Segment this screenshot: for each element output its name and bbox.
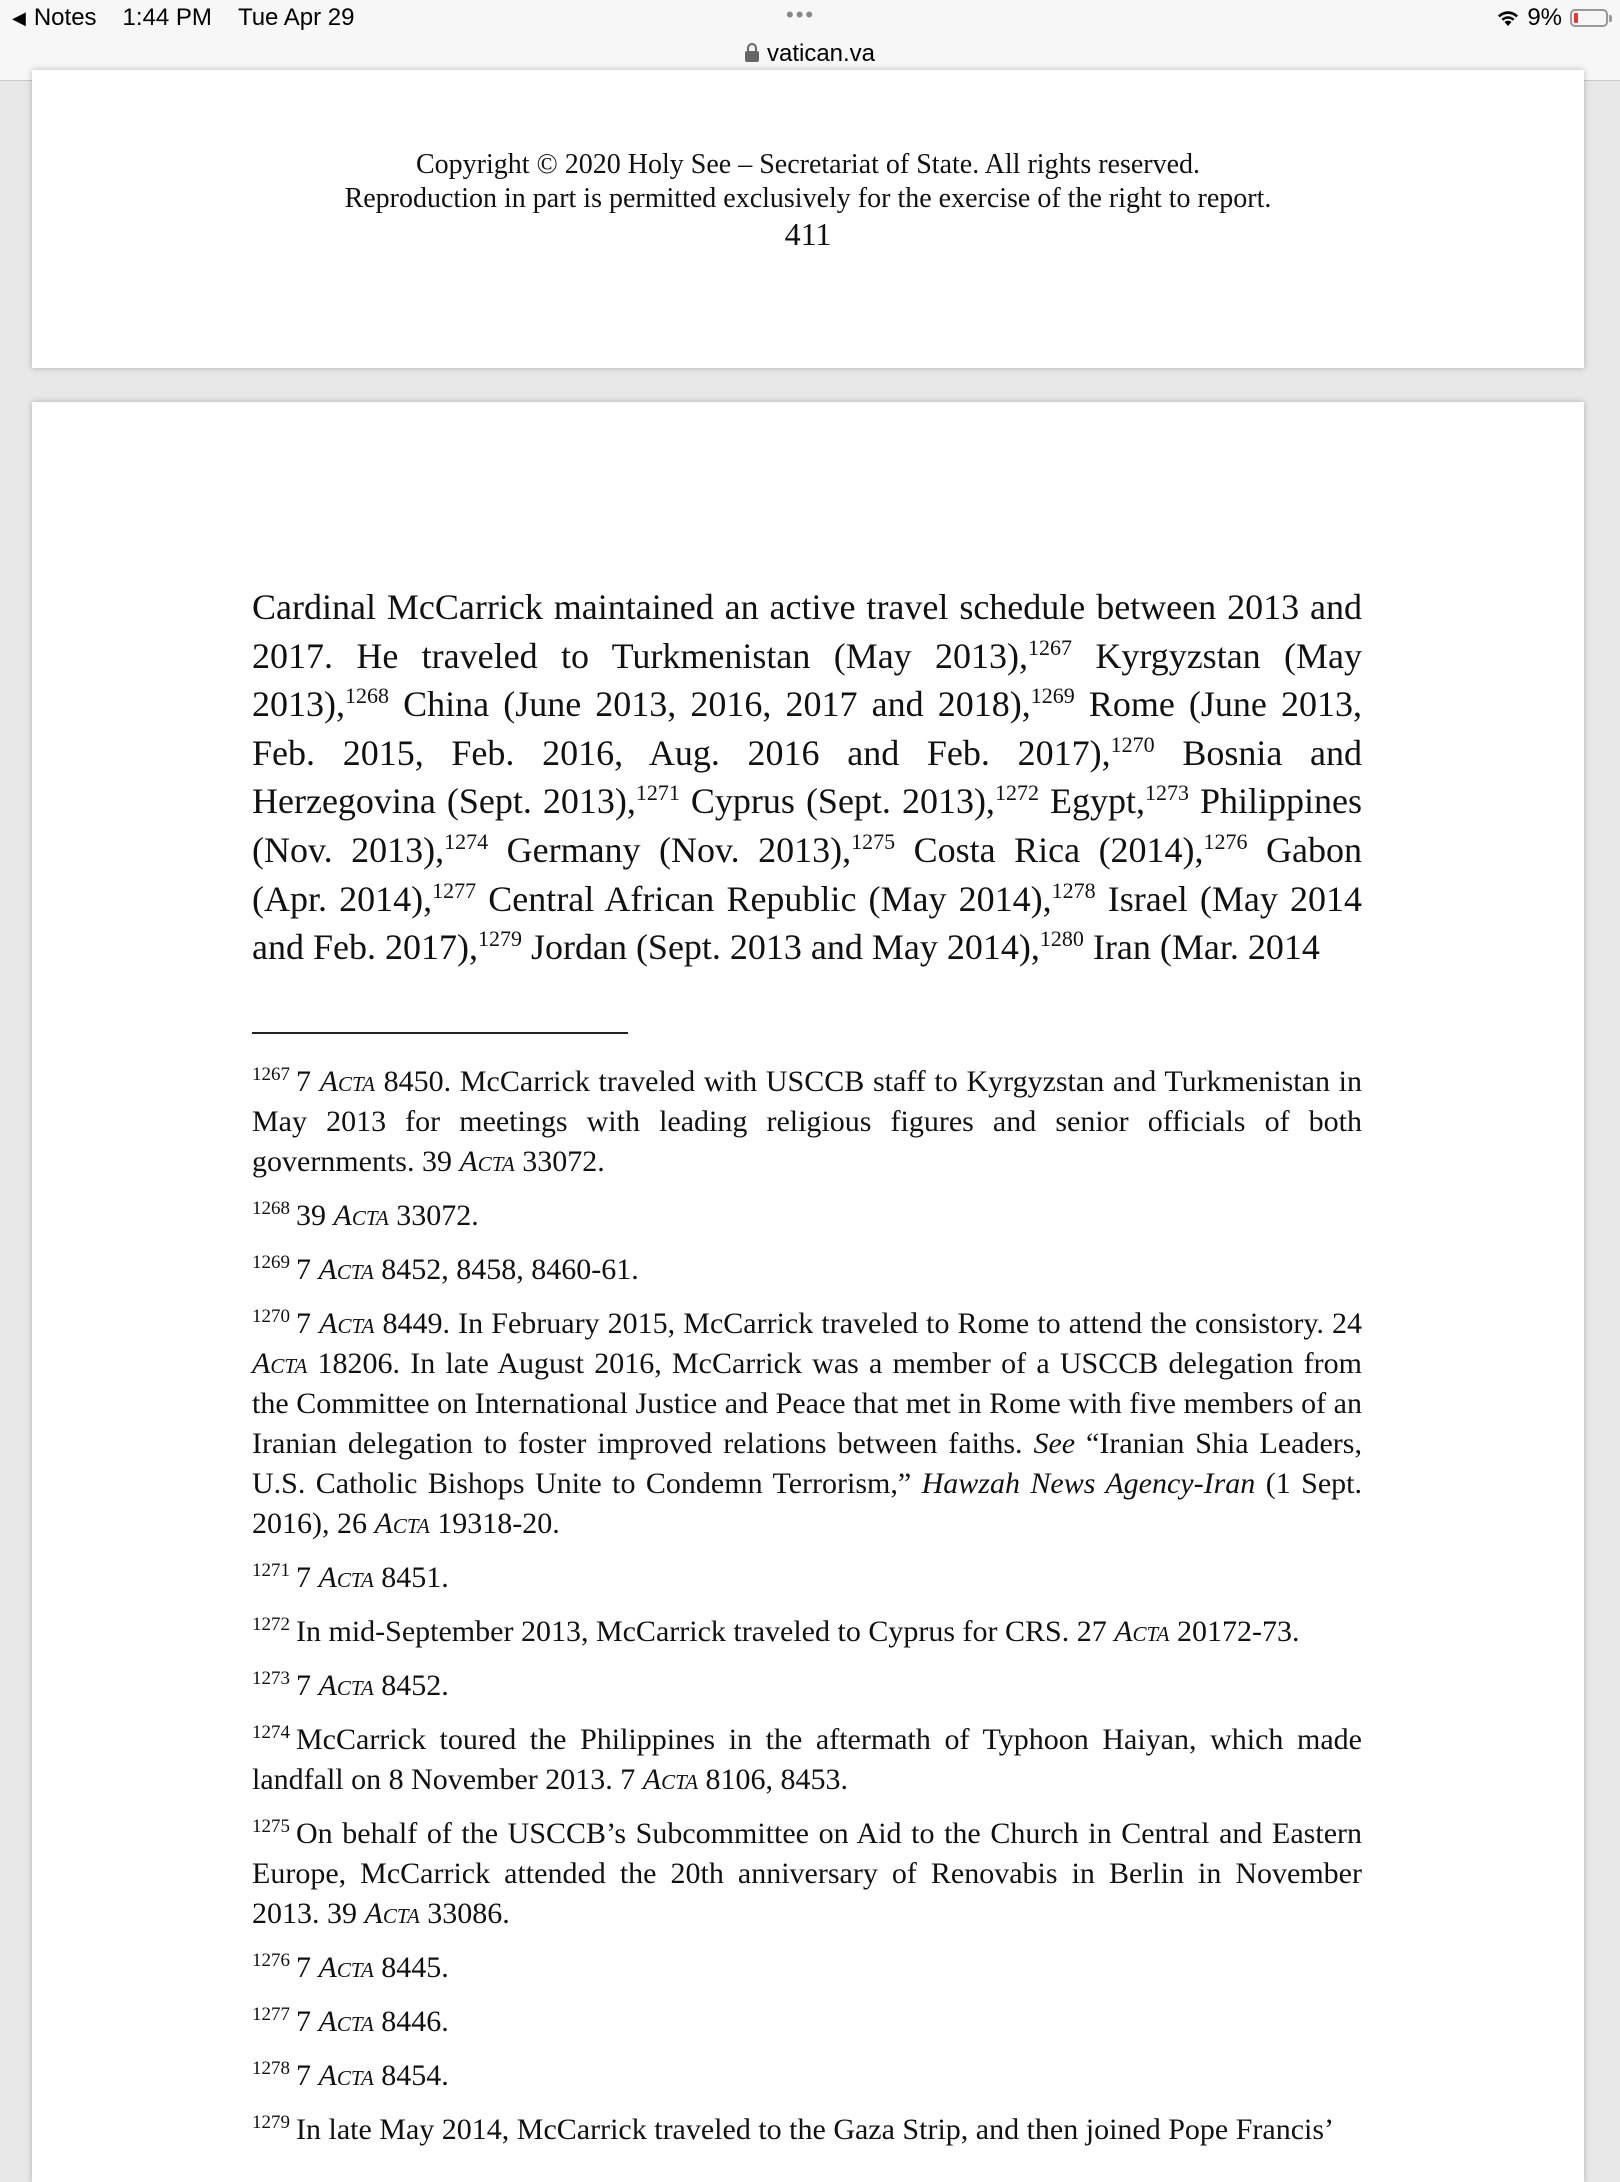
more-dots-icon[interactable]: ••• xyxy=(786,2,816,27)
footnote-ref[interactable]: 1269 xyxy=(1030,683,1075,709)
footnote-ref[interactable]: 1270 xyxy=(1110,731,1155,757)
battery-percent: 9% xyxy=(1527,4,1562,31)
footnotes xyxy=(252,1062,1362,2164)
url-text: vatican.va xyxy=(766,40,876,67)
pdf-page-412 xyxy=(32,402,1584,2182)
pdf-page-411 xyxy=(32,70,1584,368)
footnote-1272: $^{1272}$ In mid-September 2013, McCarrick traveled to Cyprus for CRS. 27 Acta 20172-73. xyxy=(252,1614,1300,1648)
footnote-1267: $^{1267}$ 7 Acta 8450. McCarrick traveled with USCCB staff to Kyrgyzstan and Turkmenistan in May 2013 for meetings with leading religious figures and senior officials of both governments. 39 Acta 33072. xyxy=(252,1064,1362,1178)
page-number: 411 xyxy=(784,216,832,252)
copyright-line-2: Reproduction in part is permitted exclusively for the exercise of the right to report. xyxy=(344,183,1272,214)
body-text-run: Kyrgyzstan (May 2013), xyxy=(252,635,1362,725)
footnote-1276: $^{1276}$ 7 Acta 8445. xyxy=(252,1950,449,1984)
footnote-ref[interactable]: 1271 xyxy=(635,780,680,806)
wifi-icon xyxy=(1497,9,1519,27)
body-text-run: Bosnia and Herzegovina (Sept. 2013), xyxy=(252,732,1362,822)
body-text-run: Israel (May 2014 and Feb. 2017), xyxy=(252,878,1363,968)
footnote-separator xyxy=(252,1032,628,1034)
body-text-run: Central African Republic (May 2014), xyxy=(476,878,1052,919)
footnote-ref[interactable]: 1267 xyxy=(1028,634,1073,660)
footnote-ref[interactable]: 1280 xyxy=(1039,926,1084,952)
footnote-1273: $^{1273}$ 7 Acta 8452. xyxy=(252,1668,449,1702)
footnote-ref[interactable]: 1277 xyxy=(432,877,477,903)
footnote-1269: $^{1269}$ 7 Acta 8452, 8458, 8460-61. xyxy=(252,1252,639,1286)
footnote-1271: $^{1271}$ 7 Acta 8451. xyxy=(252,1560,449,1594)
battery-icon xyxy=(1570,9,1608,27)
body-text-run: Cyprus (Sept. 2013), xyxy=(679,781,995,822)
footnote-ref[interactable]: 1272 xyxy=(994,780,1039,806)
body-text-run: Iran (Mar. 2014 xyxy=(1083,927,1320,968)
footnote-ref[interactable]: 1279 xyxy=(477,926,522,952)
url-bar[interactable] xyxy=(0,40,1620,68)
body-text-run: Egypt, xyxy=(1038,781,1145,822)
footnote-1279: $^{1279}$ In late May 2014, McCarrick traveled to the Gaza Strip, and then joined Pope Francis’ xyxy=(252,2112,1335,2146)
footnote-ref[interactable]: 1275 xyxy=(851,828,896,854)
footnote-1270: $^{1270}$ 7 Acta 8449. In February 2015, McCarrick traveled to Rome to attend the consistory. 24 Acta 18206. In late August 2016, McCarrick was a member of a USCCB delegation from the Committee on International Justice and Peace that met in Rome with five members of an Iranian delegation to foster improved relations between faiths. See “Iranian Shia Leaders, U.S. Catholic Bishops Unite to Condemn Terrorism,” Hawzah News Agency-Iran (1 Sept. 2016), 26 Acta 19318-20. xyxy=(252,1306,1363,1540)
footnote-ref[interactable]: 1274 xyxy=(444,828,489,854)
lock-icon xyxy=(745,51,759,62)
body-text-run: China (June 2013, 2016, 2017 and 2018), xyxy=(389,684,1031,725)
footnote-ref[interactable]: 1276 xyxy=(1203,828,1248,854)
body-text-run: Costa Rica (2014), xyxy=(895,829,1204,870)
status-right xyxy=(1497,4,1608,32)
body-text-run: Rome (June 2013, Feb. 2015, Feb. 2016, Aug. 2016 and Feb. 2017), xyxy=(252,684,1362,773)
back-to-app[interactable] xyxy=(12,4,354,32)
body-text-run: Gabon (Apr. 2014), xyxy=(252,829,1363,919)
back-arrow-icon: ◀ xyxy=(12,7,26,28)
copyright-notice xyxy=(32,148,1584,216)
footnote-1274: $^{1274}$ McCarrick toured the Philippines in the aftermath of Typhoon Haiyan, which made landfall on 8 November 2013. 7 Acta 8106, 8453. xyxy=(252,1722,1362,1796)
body-text-run: Germany (Nov. 2013), xyxy=(488,829,852,870)
footnote-ref[interactable]: 1278 xyxy=(1051,877,1096,903)
footnote-ref[interactable]: 1273 xyxy=(1144,780,1189,806)
footnote-1277: $^{1277}$ 7 Acta 8446. xyxy=(252,2004,449,2038)
status-bar xyxy=(0,0,1620,81)
body-paragraph xyxy=(252,583,1362,972)
body-text-run: Philippines (Nov. 2013), xyxy=(252,781,1362,870)
footnote-1268: $^{1268}$ 39 Acta 33072. xyxy=(252,1198,479,1232)
copyright-line-1: Copyright © 2020 Holy See – Secretariat of State. All rights reserved. xyxy=(415,149,1201,180)
status-time: 1:44 PM xyxy=(122,4,212,31)
footnote-1275: $^{1275}$ On behalf of the USCCB’s Subcommittee on Aid to the Church in Central and Eastern Europe, McCarrick attended the 20th anniversary of Renovabis in Berlin in November 2013. 39 Acta 33086. xyxy=(252,1816,1362,1930)
status-date: Tue Apr 29 xyxy=(237,4,355,31)
footnote-1278: $^{1278}$ 7 Acta 8454. xyxy=(252,2058,449,2092)
body-text-run: Cardinal McCarrick maintained an active travel schedule between 2013 and 2017. He traveled to Turkmenistan (May 2013), xyxy=(252,587,1362,676)
footnote-ref[interactable]: 1268 xyxy=(345,683,389,709)
back-app-label: Notes xyxy=(33,4,97,31)
body-text-run: Jordan (Sept. 2013 and May 2014), xyxy=(521,927,1040,968)
